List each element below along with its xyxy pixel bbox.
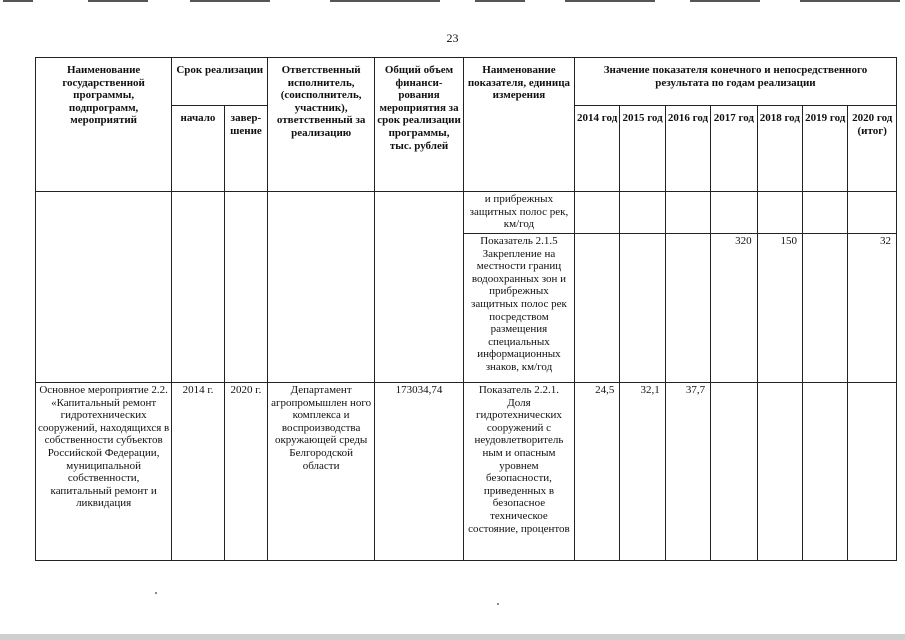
page-number: 23: [446, 31, 459, 45]
row-start: 2014 г.: [172, 383, 224, 561]
scan-edge-line: [190, 0, 270, 2]
header-executor: Ответственный исполнитель, (соисполнитель, участник), ответственный за реализацию: [268, 58, 375, 192]
row-value: [574, 234, 619, 383]
row-value: 37,7: [665, 383, 710, 561]
row-value: 24,5: [574, 383, 619, 561]
scan-bottom-edge: [0, 634, 905, 640]
row-value: [665, 234, 710, 383]
row-indicator: Показатель 2.1.5 Закрепление на местности границ водоохранных зон и прибрежных защитных полос рек посредством размещения специальных информационных знаков, км/год: [463, 234, 574, 383]
row-value: 320: [711, 234, 757, 383]
header-indicator: Наименование показателя, единица измерения: [463, 58, 574, 192]
scan-edge-line: [565, 0, 655, 2]
row-value: [711, 383, 757, 561]
row-value: [848, 383, 897, 561]
row-indicator: Показатель 2.2.1. Доля гидротехнических сооружений с неудовлетворитель ным и опасным уровнем безопасности, приведенных в безопасное техническое состояние, процентов: [463, 383, 574, 561]
row-finance: [375, 192, 464, 383]
header-start: начало: [172, 106, 224, 192]
scan-edge-line: [330, 0, 440, 2]
row-indicator: и прибрежных защитных полос рек, км/год: [463, 192, 574, 234]
scan-edge-line: [800, 0, 900, 2]
table-row: [36, 383, 897, 561]
scan-speck: [497, 603, 499, 605]
scan-edge-line: [475, 0, 525, 2]
row-executor: [268, 192, 375, 383]
row-value: [665, 192, 710, 234]
row-value: 32: [848, 234, 897, 383]
row-value: [757, 383, 802, 561]
row-name: Основное мероприятие 2.2. «Капитальный ремонт гидротехнических сооружений, находящихся в собственности субъектов Российской Федерации, муниципальной собственности, капитальный ремонт и ликвидация: [36, 383, 172, 561]
row-value: [574, 192, 619, 234]
row-name: [36, 192, 172, 383]
program-table: [35, 57, 897, 561]
row-end: 2020 г.: [224, 383, 267, 561]
header-row: [36, 58, 897, 106]
row-value: [803, 383, 848, 561]
header-year: 2020 год (итог): [848, 106, 897, 192]
row-value: [803, 192, 848, 234]
header-year: 2018 год: [757, 106, 802, 192]
row-value: [848, 192, 897, 234]
row-value: 32,1: [620, 383, 665, 561]
header-year: 2014 год: [574, 106, 619, 192]
header-year: 2015 год: [620, 106, 665, 192]
scan-edge-line: [690, 0, 760, 2]
row-start: [172, 192, 224, 383]
row-value: [711, 192, 757, 234]
scan-edge-line: [88, 0, 148, 2]
row-finance: 173034,74: [375, 383, 464, 561]
row-value: [620, 234, 665, 383]
header-year: 2016 год: [665, 106, 710, 192]
row-value: 150: [757, 234, 802, 383]
header-values: Значение показателя конечного и непосредственного результата по годам реализации: [574, 58, 896, 106]
header-end: завер-шение: [224, 106, 267, 192]
row-value: [803, 234, 848, 383]
row-end: [224, 192, 267, 383]
row-value: [620, 192, 665, 234]
scan-speck: [155, 592, 157, 594]
header-term: Срок реализации: [172, 58, 268, 106]
row-value: [757, 192, 802, 234]
header-year: 2017 год: [711, 106, 757, 192]
header-finance: Общий объем финанси-рования мероприятия за срок реализации программы, тыс. рублей: [375, 58, 464, 192]
header-year: 2019 год: [803, 106, 848, 192]
header-name: Наименование государственной программы, подпрограмм, мероприятий: [36, 58, 172, 192]
row-executor: Департамент агропромышлен ного комплекса и воспроизводства окружающей среды Белгородской области: [268, 383, 375, 561]
scan-edge-line: [3, 0, 33, 2]
table-row: [36, 192, 897, 234]
